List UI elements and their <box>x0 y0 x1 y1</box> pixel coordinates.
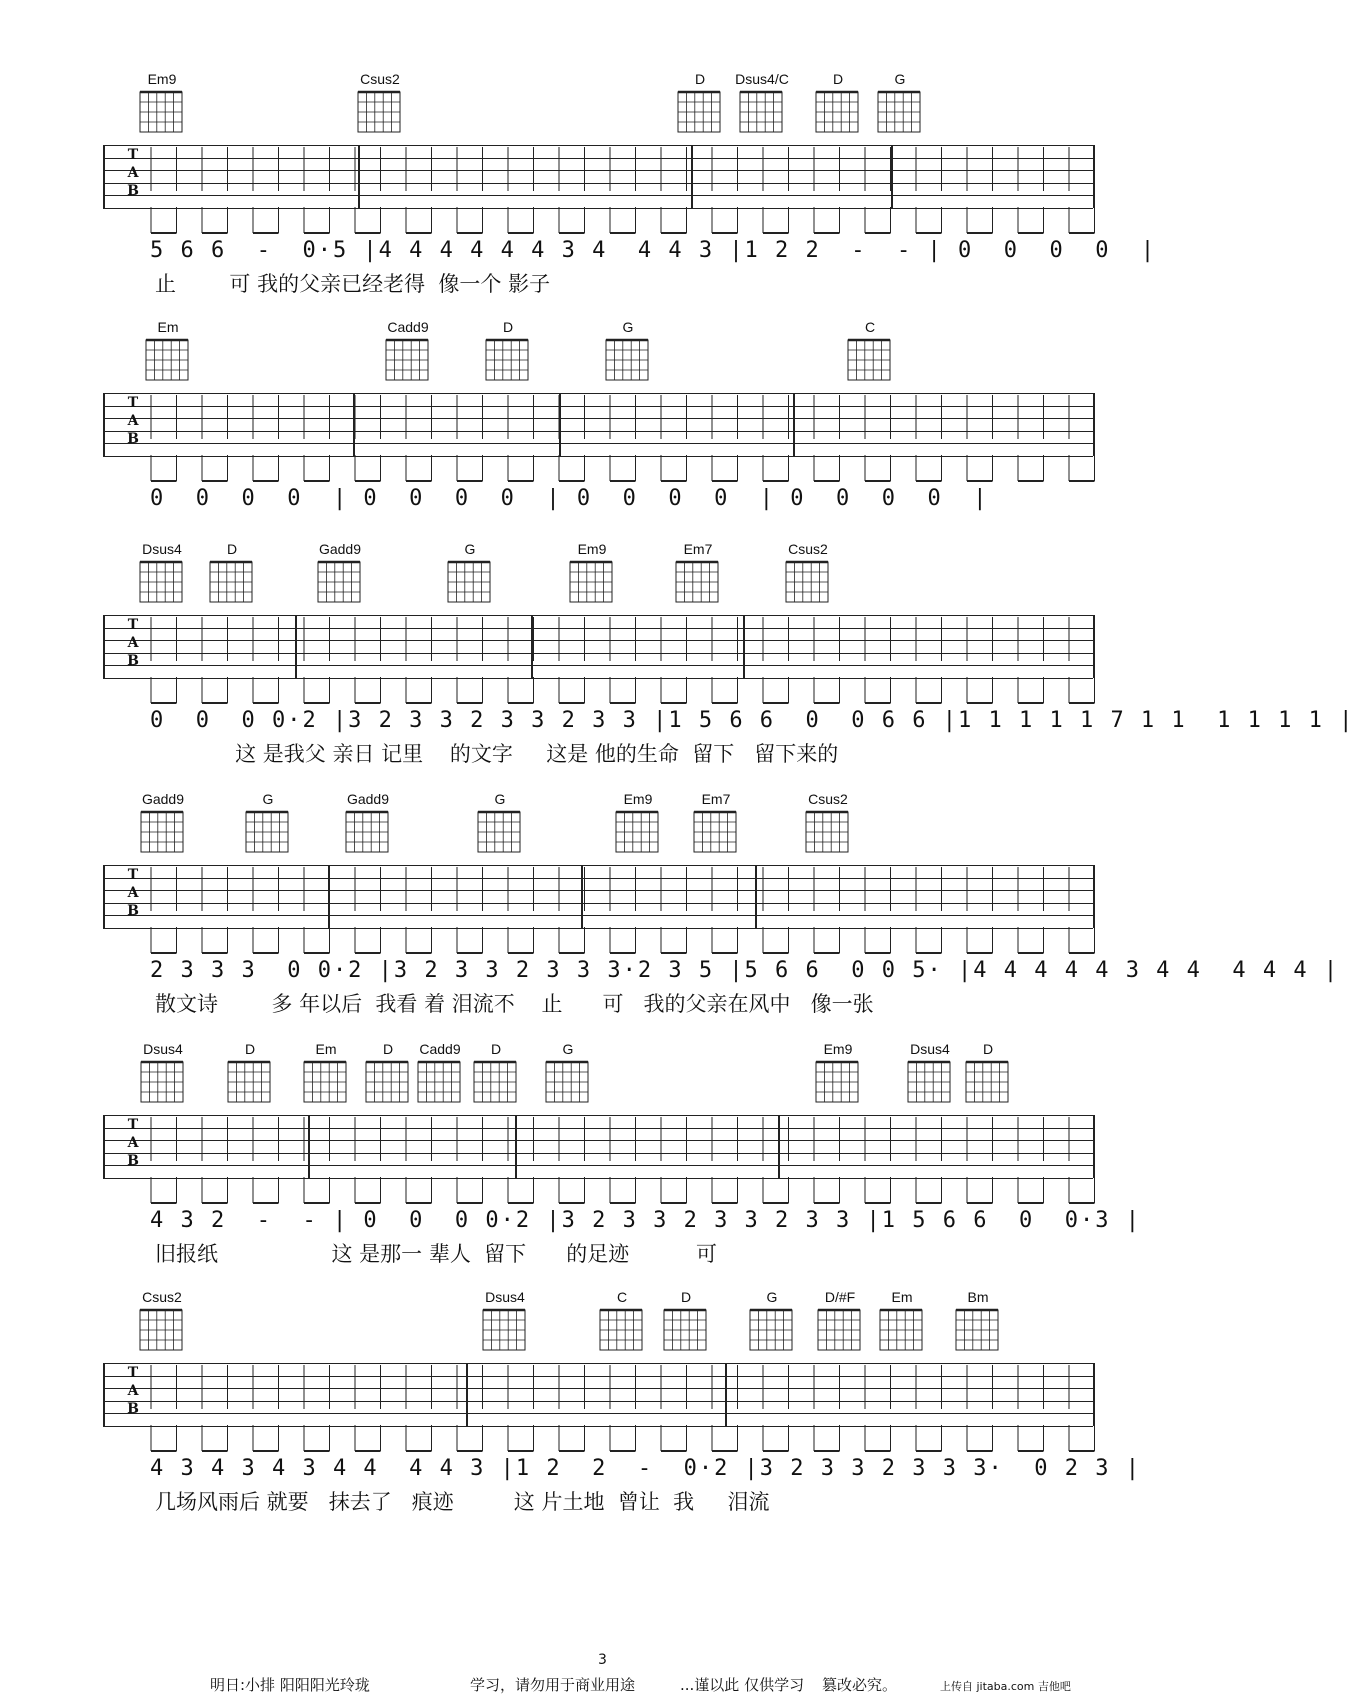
chord-grid-icon <box>225 1058 275 1106</box>
chord-grid-icon <box>383 336 433 384</box>
chord-name: Dsus4 <box>143 1041 183 1057</box>
tab-clef-letter: A <box>127 1135 139 1151</box>
chord-grid-icon <box>691 808 741 856</box>
chord-name: G <box>622 319 634 335</box>
chord-diagram <box>133 790 193 856</box>
chord-grid-icon <box>480 1306 530 1354</box>
chord-diagram <box>470 790 530 856</box>
chord-diagram <box>608 790 668 856</box>
chord-name: Csus2 <box>360 71 400 87</box>
chord-diagram <box>948 1288 1008 1354</box>
chord-name: Em <box>315 1041 337 1057</box>
chord-grid-icon <box>415 1058 465 1106</box>
tab-clef-letter: T <box>127 1365 139 1381</box>
chord-grid-icon <box>875 88 925 136</box>
chord-name: D <box>680 1289 692 1305</box>
chord-diagram <box>668 540 728 606</box>
chord-name: Dsus4 <box>485 1289 525 1305</box>
chord-diagram <box>732 70 792 136</box>
chord-grid-icon <box>813 88 863 136</box>
chord-name: Gadd9 <box>346 791 390 807</box>
chord-name: D <box>244 1041 256 1057</box>
chord-grid-icon <box>243 808 293 856</box>
chord-diagram <box>475 1288 535 1354</box>
tab-clef-letter: A <box>127 885 139 901</box>
chord-grid-icon <box>137 88 187 136</box>
chord-grid-icon <box>363 1058 413 1106</box>
chord-grid-icon <box>483 336 533 384</box>
strum-pattern-icon <box>103 1359 1093 1454</box>
footer-right: 篡改必究。 <box>822 1676 898 1694</box>
chord-diagram <box>440 540 500 606</box>
chord-name: Cadd9 <box>387 319 429 335</box>
chord-name: Csus2 <box>788 541 828 557</box>
chord-grid-icon <box>137 1306 187 1354</box>
tab-clef-letter: B <box>127 903 139 919</box>
chord-grid-icon <box>661 1306 711 1354</box>
chord-name: C <box>616 1289 628 1305</box>
chord-grid-icon <box>445 558 495 606</box>
chord-diagram <box>810 1288 870 1354</box>
chord-diagram <box>808 1040 868 1106</box>
chord-name: D <box>694 71 706 87</box>
chord-diagram <box>358 1040 418 1106</box>
tab-staff <box>103 865 1093 929</box>
tab-clef-letter: T <box>127 147 139 163</box>
tab-clef-letter: B <box>127 431 139 447</box>
chord-grid-icon <box>963 1058 1013 1106</box>
chord-name: Em <box>157 319 179 335</box>
chord-grid-icon <box>301 1058 351 1106</box>
chord-grid-icon <box>953 1306 1003 1354</box>
tab-clef-letter: A <box>127 635 139 651</box>
chord-name: D <box>982 1041 994 1057</box>
lyrics-line: 几场风雨后 就要 抹去了 痕迹 这 片土地 曾让 我 泪流 <box>155 1490 770 1514</box>
chord-name: Csus2 <box>808 791 848 807</box>
chord-name: G <box>262 791 274 807</box>
tab-clef-letter: T <box>127 1117 139 1133</box>
chord-diagram <box>840 318 900 384</box>
chord-diagram <box>310 540 370 606</box>
chord-grid-icon <box>138 808 188 856</box>
jianpu-notes: 2 3 3 3 0 0·2 |3 2 3 3 2 3 3 3·2 3 5 |5 6 6 0 0 5· |4 4 4 4 4 3 4 4 4 4 4 | <box>150 958 1340 983</box>
chord-name: Em9 <box>577 541 607 557</box>
chord-grid-icon <box>475 808 525 856</box>
strum-pattern-icon <box>103 389 1093 484</box>
jianpu-notes: 5 6 6 - 0·5 |4 4 4 4 4 4 3 4 4 4 3 |1 2 2 - - | 0 0 0 0 | <box>150 238 1157 263</box>
lyrics-line: 旧报纸 这 是那一 辈人 留下 的足迹 可 <box>155 1242 717 1266</box>
jianpu-notes: 4 3 4 3 4 3 4 4 4 4 3 |1 2 2 - 0·2 |3 2 3 3 2 3 3 3· 0 2 3 | <box>150 1456 1141 1481</box>
chord-diagram <box>138 318 198 384</box>
chord-diagram <box>562 540 622 606</box>
chord-name: Em7 <box>701 791 731 807</box>
tab-clef-letter: A <box>127 165 139 181</box>
chord-grid-icon <box>315 558 365 606</box>
chord-name: G <box>562 1041 574 1057</box>
chord-grid-icon <box>905 1058 955 1106</box>
chord-diagram <box>598 318 658 384</box>
chord-name: G <box>464 541 476 557</box>
chord-grid-icon <box>813 1058 863 1106</box>
chord-diagram <box>378 318 438 384</box>
chord-grid-icon <box>603 336 653 384</box>
chord-grid-icon <box>673 558 723 606</box>
chord-name: Em7 <box>683 541 713 557</box>
chord-name: Gadd9 <box>318 541 362 557</box>
tab-clef-letter: A <box>127 1383 139 1399</box>
chord-diagram <box>220 1040 280 1106</box>
chord-grid-icon <box>567 558 617 606</box>
chord-diagram <box>900 1040 960 1106</box>
tab-clef-letter: B <box>127 183 139 199</box>
footer-middle: 学习，请勿用于商业用途 <box>470 1676 636 1694</box>
chord-diagram <box>410 1040 470 1106</box>
chord-diagram <box>670 70 730 136</box>
chord-name: Dsus4 <box>910 1041 950 1057</box>
strum-pattern-icon <box>103 611 1093 706</box>
chord-diagram <box>296 1040 356 1106</box>
tab-clef-letter: T <box>127 617 139 633</box>
strum-pattern-icon <box>103 861 1093 956</box>
chord-name: Cadd9 <box>419 1041 461 1057</box>
tab-clef-letter: B <box>127 1401 139 1417</box>
chord-name: Em <box>891 1289 913 1305</box>
footer <box>0 1672 1200 1698</box>
chord-grid-icon <box>137 558 187 606</box>
lyrics-line: 散文诗 多 年以后 我看 着 泪流不 止 可 我的父亲在风中 像一张 <box>155 992 874 1016</box>
chord-grid-icon <box>845 336 895 384</box>
tab-clef-letter: T <box>127 867 139 883</box>
chord-diagram <box>132 1288 192 1354</box>
chord-name: G <box>766 1289 778 1305</box>
chord-grid-icon <box>737 88 787 136</box>
chord-name: Bm <box>967 1289 989 1305</box>
chord-diagram <box>808 70 868 136</box>
chord-diagram <box>132 540 192 606</box>
chord-diagram <box>338 790 398 856</box>
chord-name: Dsus4 <box>142 541 182 557</box>
chord-grid-icon <box>803 808 853 856</box>
tab-clef-letter: B <box>127 1153 139 1169</box>
chord-diagram <box>132 70 192 136</box>
chord-name: D <box>382 1041 394 1057</box>
tab-clef-letter: A <box>127 413 139 429</box>
chord-grid-icon <box>815 1306 865 1354</box>
chord-grid-icon <box>877 1306 927 1354</box>
footer-brand: 上传自 jitaba.com 吉他吧 <box>940 1680 1071 1693</box>
chord-grid-icon <box>471 1058 521 1106</box>
chord-name: Csus2 <box>142 1289 182 1305</box>
chord-grid-icon <box>783 558 833 606</box>
chord-diagram <box>350 70 410 136</box>
chord-diagram <box>958 1040 1018 1106</box>
chord-name: D <box>226 541 238 557</box>
chord-name: Em9 <box>623 791 653 807</box>
chord-name: Gadd9 <box>141 791 185 807</box>
chord-name: G <box>894 71 906 87</box>
chord-grid-icon <box>138 1058 188 1106</box>
tab-staff <box>103 1363 1093 1427</box>
chord-diagram <box>478 318 538 384</box>
strum-pattern-icon <box>103 1111 1093 1206</box>
lyrics-line: 止 可 我的父亲已经老得 像一个 影子 <box>155 272 551 296</box>
page-number: 3 <box>598 1652 607 1668</box>
tab-staff <box>103 615 1093 679</box>
chord-diagram <box>133 1040 193 1106</box>
chord-diagram <box>872 1288 932 1354</box>
chord-diagram <box>798 790 858 856</box>
chord-name: D <box>832 71 844 87</box>
chord-diagram <box>778 540 838 606</box>
chord-name: G <box>494 791 506 807</box>
chord-name: D <box>502 319 514 335</box>
chord-name: D <box>490 1041 502 1057</box>
chord-name: Em9 <box>147 71 177 87</box>
jianpu-notes: 0 0 0 0 | 0 0 0 0 | 0 0 0 0 | 0 0 0 0 | <box>150 486 989 511</box>
chord-diagram <box>870 70 930 136</box>
chord-grid-icon <box>207 558 257 606</box>
chord-diagram <box>538 1040 598 1106</box>
chord-diagram <box>686 790 746 856</box>
jianpu-notes: 4 3 2 - - | 0 0 0 0·2 |3 2 3 3 2 3 3 2 3 3 |1 5 6 6 0 0·3 | <box>150 1208 1141 1233</box>
strum-pattern-icon <box>103 141 1093 236</box>
chord-diagram <box>742 1288 802 1354</box>
chord-grid-icon <box>613 808 663 856</box>
footer-left: 明日:小排 阳阳阳光玲珑 <box>210 1676 370 1694</box>
chord-name: C <box>864 319 876 335</box>
tab-staff <box>103 145 1093 209</box>
chord-diagram <box>238 790 298 856</box>
tab-clef-letter: B <box>127 653 139 669</box>
chord-diagram <box>202 540 262 606</box>
chord-diagram <box>592 1288 652 1354</box>
chord-grid-icon <box>597 1306 647 1354</box>
tab-clef-letter: T <box>127 395 139 411</box>
footer-middle-2: ...谨以此 仅供学习 <box>680 1676 805 1694</box>
jianpu-notes: 0 0 0 0·2 |3 2 3 3 2 3 3 2 3 3 |1 5 6 6 0 0 6 6 |1 1 1 1 1 7 1 1 1 1 1 1 | <box>150 708 1354 733</box>
chord-diagram <box>466 1040 526 1106</box>
chord-grid-icon <box>675 88 725 136</box>
chord-grid-icon <box>543 1058 593 1106</box>
chord-grid-icon <box>355 88 405 136</box>
chord-name: D/#F <box>824 1289 856 1305</box>
chord-grid-icon <box>747 1306 797 1354</box>
chord-grid-icon <box>343 808 393 856</box>
tab-staff <box>103 393 1093 457</box>
chord-name: Dsus4/C <box>735 71 789 87</box>
chord-name: Em9 <box>823 1041 853 1057</box>
chord-diagram <box>656 1288 716 1354</box>
chord-grid-icon <box>143 336 193 384</box>
tab-staff <box>103 1115 1093 1179</box>
lyrics-line: 这 是我父 亲日 记里 的文字 这是 他的生命 留下 留下来的 <box>155 742 839 766</box>
